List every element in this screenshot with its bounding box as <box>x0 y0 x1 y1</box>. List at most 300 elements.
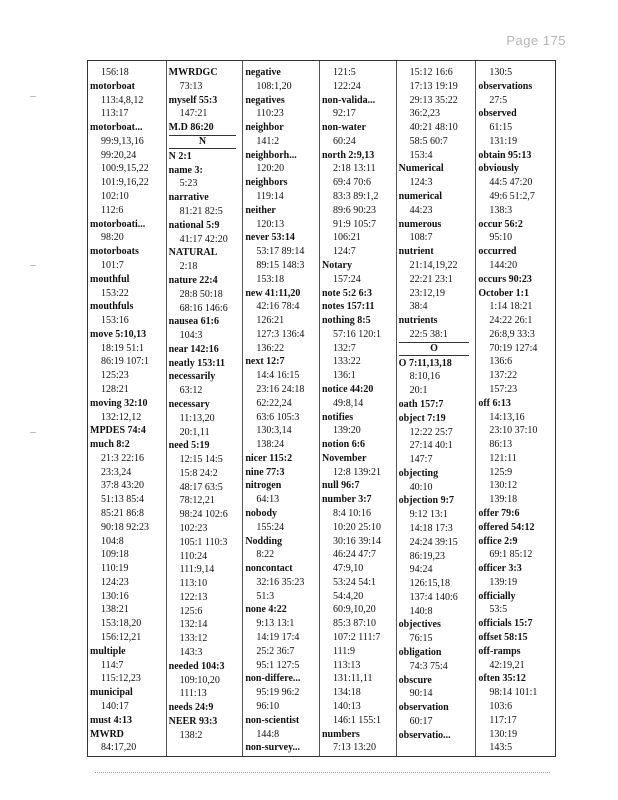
index-term: officially <box>478 590 516 602</box>
index-term: name 3: <box>168 164 203 176</box>
index-term: MWRDGC <box>168 67 218 78</box>
page-line-ref: 133:22 <box>333 356 361 368</box>
page-line-ref: 1:14 18:21 <box>489 301 533 313</box>
page-line-ref: 58:5 60:7 <box>409 135 448 147</box>
page-line-ref: 5:23 <box>179 178 198 190</box>
index-term: M.D 86:20 <box>168 122 214 134</box>
index-term: must 4:13 <box>90 714 132 726</box>
page-line-ref: 14:13,16 <box>489 411 525 423</box>
page-line-ref: 23:10 37:10 <box>489 425 538 437</box>
index-term: nobody <box>245 508 278 519</box>
page-line-ref: 14:18 17:3 <box>409 523 453 534</box>
page-line-ref: 104:3 <box>179 330 203 342</box>
page-line-ref: 112:6 <box>101 204 124 216</box>
page-line-ref: 130:3,14 <box>256 425 292 437</box>
page-line-ref: 132:12,12 <box>101 411 142 423</box>
page-line-ref: 41:17 42:20 <box>179 233 228 245</box>
index-term: N 2:1 <box>168 150 192 162</box>
page-line-ref: 96:10 <box>256 700 280 712</box>
index-term: offset 58:15 <box>478 632 528 644</box>
page-line-ref: 62:22,24 <box>256 397 292 409</box>
page-line-ref: 139:18 <box>489 494 518 506</box>
page-line-ref: 40:21 48:10 <box>409 122 458 134</box>
page-line-ref: 124:3 <box>409 177 433 189</box>
page-line-ref: 81:21 82:5 <box>179 206 223 218</box>
page-line-ref: 24:24 39:15 <box>409 536 458 548</box>
index-term: NEER 93:3 <box>168 715 218 727</box>
page-line-ref: 60:24 <box>333 135 356 147</box>
index-term: multiple <box>90 645 126 657</box>
index-term: null 96:7 <box>322 480 360 492</box>
index-term: motorboati... <box>90 218 146 230</box>
index-term: necessary <box>168 398 210 410</box>
page-line-ref: 138:21 <box>101 604 129 616</box>
page-line-ref: 42:19,21 <box>489 659 525 671</box>
page-line-ref: 95:1 127:5 <box>256 659 300 671</box>
index-term: object 7:19 <box>398 412 446 424</box>
page-line-ref: 110:24 <box>179 550 208 562</box>
page-line-ref: 51:3 <box>256 590 275 602</box>
page-line-ref: 95:19 96:2 <box>256 687 300 699</box>
page-line-ref: 28:8 50:18 <box>179 288 223 300</box>
index-term: oath 157:7 <box>398 398 444 410</box>
page-line-ref: 68:16 146:6 <box>179 302 228 314</box>
page-line-ref: 107:2 111:7 <box>333 632 381 644</box>
page-line-ref: 44:5 47:20 <box>489 177 533 189</box>
page-line-ref: 153:16 <box>101 315 129 327</box>
index-term: myself 55:3 <box>168 94 218 106</box>
index-column <box>167 61 244 756</box>
page-line-ref: 109:18 <box>101 549 129 561</box>
index-term: notice 44:20 <box>322 383 374 395</box>
page-line-ref: 42:16 78:4 <box>256 301 300 313</box>
page-line-ref: 155:24 <box>256 521 285 533</box>
page-line-ref: 114:7 <box>101 659 124 671</box>
page-line-ref: 89:6 90:23 <box>333 204 377 216</box>
index-term: mouthfuls <box>90 301 134 313</box>
page-line-ref: 136:6 <box>489 356 513 368</box>
page-line-ref: 132:7 <box>333 342 356 354</box>
page-line-ref: 157:24 <box>333 273 361 285</box>
index-term: numerous <box>398 218 442 230</box>
page-line-ref: 37:8 43:20 <box>101 480 145 492</box>
page-line-ref: 23:3,24 <box>101 466 132 478</box>
page-line-ref: 136:22 <box>256 342 285 354</box>
page-line-ref: 22:5 38:1 <box>409 328 448 340</box>
index-term: negatives <box>245 94 285 106</box>
page-line-ref: 86:19 107:1 <box>101 356 150 368</box>
page-line-ref: 64:13 <box>256 494 280 506</box>
page-line-ref: 102:10 <box>101 191 129 203</box>
page-line-ref: 78:12,21 <box>179 495 215 507</box>
index-term: occurs 90:23 <box>478 273 532 285</box>
page-line-ref: 131:19 <box>489 135 518 147</box>
page-line-ref: 76:15 <box>409 633 433 645</box>
page-line-ref: 2:18 13:11 <box>333 163 376 175</box>
page-line-ref: 14:19 17:4 <box>256 632 300 644</box>
index-term: objecting <box>398 467 439 479</box>
page-line-ref: 90:14 <box>409 688 433 700</box>
index-term: objectives <box>398 619 441 631</box>
index-term: nausea 61:6 <box>168 316 219 328</box>
page-line-ref: 144:8 <box>256 728 280 740</box>
page-line-ref: 108:1,20 <box>256 80 292 92</box>
page-line-ref: 143:3 <box>179 647 203 659</box>
index-term: nitrogen <box>245 480 282 492</box>
page-line-ref: 130:16 <box>101 590 129 602</box>
index-term: November <box>322 452 367 464</box>
page-line-ref: 105:1 110:3 <box>179 536 228 548</box>
page-line-ref: 85:21 86:8 <box>101 508 145 519</box>
index-term: nutrients <box>398 315 438 327</box>
page-line-ref: 36:2,23 <box>409 108 440 120</box>
index-term: municipal <box>90 687 133 699</box>
index-term: moving 32:10 <box>90 397 148 409</box>
page-line-ref: 140:8 <box>409 605 433 617</box>
page-line-ref: 46:24 47:7 <box>333 549 377 561</box>
page-line-ref: 147:7 <box>409 454 433 466</box>
page-line-ref: 141:2 <box>256 135 280 147</box>
page-line-ref: 126:21 <box>256 315 285 327</box>
page-line-ref: 24:22 26:1 <box>489 315 533 327</box>
page-line-ref: 27:5 <box>489 94 508 106</box>
page-line-ref: 74:3 75:4 <box>409 660 448 672</box>
page-line-ref: 60:17 <box>409 715 433 727</box>
page-line-ref: 156:18 <box>101 67 129 78</box>
page-line-ref: 63:6 105:3 <box>256 411 300 423</box>
index-term: obscure <box>398 674 432 686</box>
index-column <box>88 61 167 756</box>
index-term: observations <box>478 80 533 92</box>
page-line-ref: 131:11,11 <box>333 673 373 685</box>
page-line-ref: 128:21 <box>101 383 129 395</box>
page-line-ref: 12:22 25:7 <box>409 426 453 438</box>
index-term: obtain 95:13 <box>478 149 532 161</box>
index-term: negative <box>245 67 281 78</box>
index-term: occur 56:2 <box>478 218 523 230</box>
word-index-table <box>87 60 556 757</box>
page-line-ref: 49:6 51:2,7 <box>489 191 535 203</box>
page-line-ref: 115:12,23 <box>101 673 141 685</box>
page-line-ref: 40:10 <box>409 481 433 493</box>
page-line-ref: 44:23 <box>409 204 433 216</box>
page-line-ref: 90:18 92:23 <box>101 521 150 533</box>
index-term: officials 15:7 <box>478 618 533 630</box>
index-term: October 1:1 <box>478 287 529 299</box>
page-line-ref: 146:1 155:1 <box>333 714 382 726</box>
index-term: nature 22:4 <box>168 274 218 286</box>
page-line-ref: 113:4,8,12 <box>101 94 144 106</box>
page-line-ref: 83:3 89:1,2 <box>333 191 379 203</box>
page-line-ref: 99:9,13,16 <box>101 135 144 147</box>
page-line-ref: 99:20,24 <box>101 149 137 161</box>
page-line-ref: 156:12,21 <box>101 632 142 644</box>
page-line-ref: 110:23 <box>256 108 284 120</box>
page-line-ref: 139:20 <box>333 425 361 437</box>
index-term: occurred <box>478 246 517 258</box>
page-line-ref: 130:5 <box>489 67 513 78</box>
page-number: Page 175 <box>506 33 566 48</box>
page-line-ref: 53:24 54:1 <box>333 576 377 588</box>
margin-mark <box>30 96 36 97</box>
margin-mark <box>30 432 36 433</box>
index-term: notes 157:11 <box>322 301 375 313</box>
page-line-ref: 125:6 <box>179 605 203 617</box>
page-line-ref: 120:20 <box>256 163 285 175</box>
index-term: nine 77:3 <box>245 466 285 478</box>
index-term: national 5:9 <box>168 219 220 231</box>
index-term: non-differe... <box>245 673 301 685</box>
index-term: O 7:11,13,18 <box>398 357 452 369</box>
index-term: MPDES 74:4 <box>90 425 146 437</box>
page-line-ref: 153:4 <box>409 149 433 161</box>
page-line-ref: 26:8,9 33:3 <box>489 328 535 340</box>
index-term: Nodding <box>245 535 283 547</box>
section-letter: N <box>169 135 237 149</box>
page-line-ref: 122:24 <box>333 80 361 92</box>
index-term: need 5:19 <box>168 440 210 452</box>
section-letter: O <box>399 342 470 356</box>
index-term: never 53:14 <box>245 232 295 244</box>
page-line-ref: 113:13 <box>333 659 361 671</box>
page-line-ref: 94:24 <box>409 564 433 576</box>
index-term: offer 79:6 <box>478 508 520 519</box>
page-line-ref: 53:5 <box>489 604 508 616</box>
page-line-ref: 111:9,14 <box>179 564 215 576</box>
page-line-ref: 8:22 <box>256 549 275 561</box>
page-line-ref: 18:19 51:1 <box>101 342 145 354</box>
page-line-ref: 101:9,16,22 <box>101 177 149 189</box>
page-line-ref: 32:16 35:23 <box>256 576 305 588</box>
page-line-ref: 138:2 <box>179 729 203 741</box>
index-term: much 8:2 <box>90 439 130 451</box>
page-line-ref: 104:8 <box>101 535 124 547</box>
page-line-ref: 95:10 <box>489 232 513 244</box>
page-line-ref: 10:20 25:10 <box>333 521 382 533</box>
index-term: non-scientist <box>245 714 300 726</box>
page-line-ref: 117:17 <box>489 714 517 726</box>
index-term: offered 54:12 <box>478 521 535 533</box>
page-line-ref: 136:1 <box>333 370 356 382</box>
index-term: number 3:7 <box>322 494 372 506</box>
page-line-ref: 57:16 120:1 <box>333 328 382 340</box>
page-line-ref: 98:20 <box>101 232 124 244</box>
page-line-ref: 20:1 <box>409 385 428 397</box>
page-line-ref: 30:16 39:14 <box>333 535 382 547</box>
index-term: off-ramps <box>478 645 521 657</box>
index-term: nicer 115:2 <box>245 452 293 464</box>
footer-rule <box>95 772 550 773</box>
page-line-ref: 113:17 <box>101 108 129 120</box>
page-line-ref: 69:1 85:12 <box>489 549 533 561</box>
page-line-ref: 109:10,20 <box>179 674 220 686</box>
page-line-ref: 157:23 <box>489 383 518 395</box>
page-line-ref: 110:19 <box>101 563 129 575</box>
page-line-ref: 47:9,10 <box>333 563 364 575</box>
page-line-ref: 70:19 127:4 <box>489 342 538 354</box>
index-column <box>476 61 555 756</box>
page-line-ref: 22:21 23:1 <box>409 273 453 285</box>
index-term: near 142:16 <box>168 343 219 355</box>
index-term: neighbor <box>245 122 284 134</box>
page-line-ref: 153:22 <box>101 287 129 299</box>
page-line-ref: 73:13 <box>179 80 203 92</box>
index-term: new 41:11,20 <box>245 287 301 299</box>
page-line-ref: 20:1,11 <box>179 426 210 438</box>
margin-mark <box>30 265 36 266</box>
index-term: notion 6:6 <box>322 439 366 451</box>
page-line-ref: 122:13 <box>179 591 208 603</box>
index-term: north 2:9,13 <box>322 149 375 161</box>
page-line-ref: 137:4 140:6 <box>409 591 458 603</box>
index-term: neighbors <box>245 177 288 189</box>
page-line-ref: 38:4 <box>409 301 428 313</box>
index-term: nutrient <box>398 246 434 258</box>
index-term: numbers <box>322 728 360 740</box>
page-line-ref: 153:18,20 <box>101 618 142 630</box>
index-term: non-survey... <box>245 742 301 754</box>
index-term: office 2:9 <box>478 535 518 547</box>
page-line-ref: 102:23 <box>179 523 208 534</box>
index-term: MWRD <box>90 728 124 740</box>
page-line-ref: 53:17 89:14 <box>256 246 305 258</box>
page-line-ref: 121:5 <box>333 67 356 78</box>
index-term: NATURAL <box>168 247 218 259</box>
index-term: numerical <box>398 191 442 203</box>
index-term: none 4:22 <box>245 604 287 616</box>
page-line-ref: 15:8 24:2 <box>179 467 218 479</box>
page-line-ref: 140:17 <box>101 700 129 712</box>
page-line-ref: 17:13 19:19 <box>409 80 458 92</box>
page-line-ref: 91:9 105:7 <box>333 218 377 230</box>
index-term: neatly 153:11 <box>168 357 226 369</box>
page-line-ref: 2:18 <box>179 261 198 273</box>
page-line-ref: 126:15,18 <box>409 578 450 590</box>
page-line-ref: 60:9,10,20 <box>333 604 376 616</box>
page-line-ref: 138:24 <box>256 439 285 451</box>
page-line-ref: 140:13 <box>333 700 361 712</box>
page-line-ref: 23:12,19 <box>409 287 445 299</box>
index-term: observed <box>478 108 517 120</box>
index-column <box>320 61 397 756</box>
index-term: needs 24:9 <box>168 702 214 714</box>
page-line-ref: 86:13 <box>489 439 513 451</box>
page-line-ref: 139:19 <box>489 576 518 588</box>
index-term: motorboat <box>90 80 135 92</box>
index-column <box>243 61 320 756</box>
page-line-ref: 133:12 <box>179 633 208 645</box>
page-line-ref: 147:21 <box>179 108 208 120</box>
index-term: needed 104:3 <box>168 660 225 672</box>
page-line-ref: 49:8,14 <box>333 397 364 409</box>
index-term: obligation <box>398 647 442 659</box>
page-line-ref: 12:15 14:5 <box>179 454 223 466</box>
page-line-ref: 134:18 <box>333 687 361 699</box>
page-line-ref: 111:9 <box>333 645 356 657</box>
index-term: motorboats <box>90 246 139 258</box>
page-line-ref: 119:14 <box>256 191 284 203</box>
page-line-ref: 21:3 22:16 <box>101 452 145 464</box>
index-term: off 6:13 <box>478 397 511 409</box>
index-term: noncontact <box>245 563 293 575</box>
page-line-ref: 12:8 139:21 <box>333 466 382 478</box>
page-line-ref: 69:4 70:6 <box>333 177 372 189</box>
index-term: move 5:10,13 <box>90 328 147 340</box>
page-line-ref: 63:12 <box>179 385 203 397</box>
index-term: non-valida... <box>322 94 376 106</box>
page-line-ref: 98:24 102:6 <box>179 509 228 521</box>
page-line-ref: 108:7 <box>409 232 433 244</box>
page-line-ref: 130:12 <box>489 480 518 492</box>
index-term: necessarily <box>168 371 216 383</box>
page-line-ref: 106:21 <box>333 232 361 244</box>
index-term: motorboat... <box>90 122 143 134</box>
page-line-ref: 98:14 101:1 <box>489 687 538 699</box>
page-line-ref: 25:2 36:7 <box>256 645 295 657</box>
page-line-ref: 143:5 <box>489 742 513 754</box>
page-line-ref: 23:16 24:18 <box>256 383 305 395</box>
page-line-ref: 100:9,15,22 <box>101 163 149 175</box>
page-line-ref: 121:11 <box>489 452 517 464</box>
page-line-ref: 8:10,16 <box>409 371 440 383</box>
page-line-ref: 120:13 <box>256 218 285 230</box>
page-line-ref: 9:13 13:1 <box>256 618 295 630</box>
page-line-ref: 101:7 <box>101 259 124 271</box>
index-term: observatio... <box>398 729 451 741</box>
index-term: neighborh... <box>245 149 297 161</box>
page-line-ref: 132:14 <box>179 619 208 631</box>
page-line-ref: 54:4,20 <box>333 590 364 602</box>
page-line-ref: 130:19 <box>489 728 518 740</box>
page-line-ref: 29:13 35:22 <box>409 94 458 106</box>
page-line-ref: 89:15 148:3 <box>256 259 305 271</box>
index-term: observation <box>398 702 449 714</box>
index-term: often 35:12 <box>478 673 526 685</box>
page-line-ref: 125:23 <box>101 370 129 382</box>
index-term: mouthful <box>90 273 130 285</box>
page-line-ref: 124:23 <box>101 576 129 588</box>
page-line-ref: 15:12 16:6 <box>409 67 453 78</box>
page-line-ref: 85:3 87:10 <box>333 618 377 630</box>
index-term: obviously <box>478 163 519 175</box>
index-term: non-water <box>322 122 366 134</box>
page-line-ref: 11:13,20 <box>179 412 215 424</box>
page-line-ref: 86:19,23 <box>409 550 445 562</box>
page-line-ref: 21:14,19,22 <box>409 259 458 271</box>
index-term: next 12:7 <box>245 356 285 368</box>
page-line-ref: 92:17 <box>333 108 356 120</box>
index-term: officer 3:3 <box>478 563 522 575</box>
page-line-ref: 127:3 136:4 <box>256 328 305 340</box>
index-column <box>397 61 477 756</box>
page-line-ref: 8:4 10:16 <box>333 508 372 519</box>
page-line-ref: 61:15 <box>489 122 513 134</box>
page-line-ref: 51:13 85:4 <box>101 494 145 506</box>
index-term: objection 9:7 <box>398 495 454 507</box>
page-line-ref: 9:12 13:1 <box>409 509 448 521</box>
page-line-ref: 144:20 <box>489 259 518 271</box>
page-line-ref: 124:7 <box>333 246 356 258</box>
page-line-ref: 14:4 16:15 <box>256 370 300 382</box>
page-line-ref: 138:3 <box>489 204 513 216</box>
page-line-ref: 153:18 <box>256 273 285 285</box>
page-line-ref: 48:17 63:5 <box>179 481 223 493</box>
page-line-ref: 113:10 <box>179 578 208 590</box>
page-line-ref: 27:14 40:1 <box>409 440 453 452</box>
page-line-ref: 103:6 <box>489 700 513 712</box>
index-term: nothing 8:5 <box>322 315 371 327</box>
page-line-ref: 7:13 13:20 <box>333 742 377 754</box>
